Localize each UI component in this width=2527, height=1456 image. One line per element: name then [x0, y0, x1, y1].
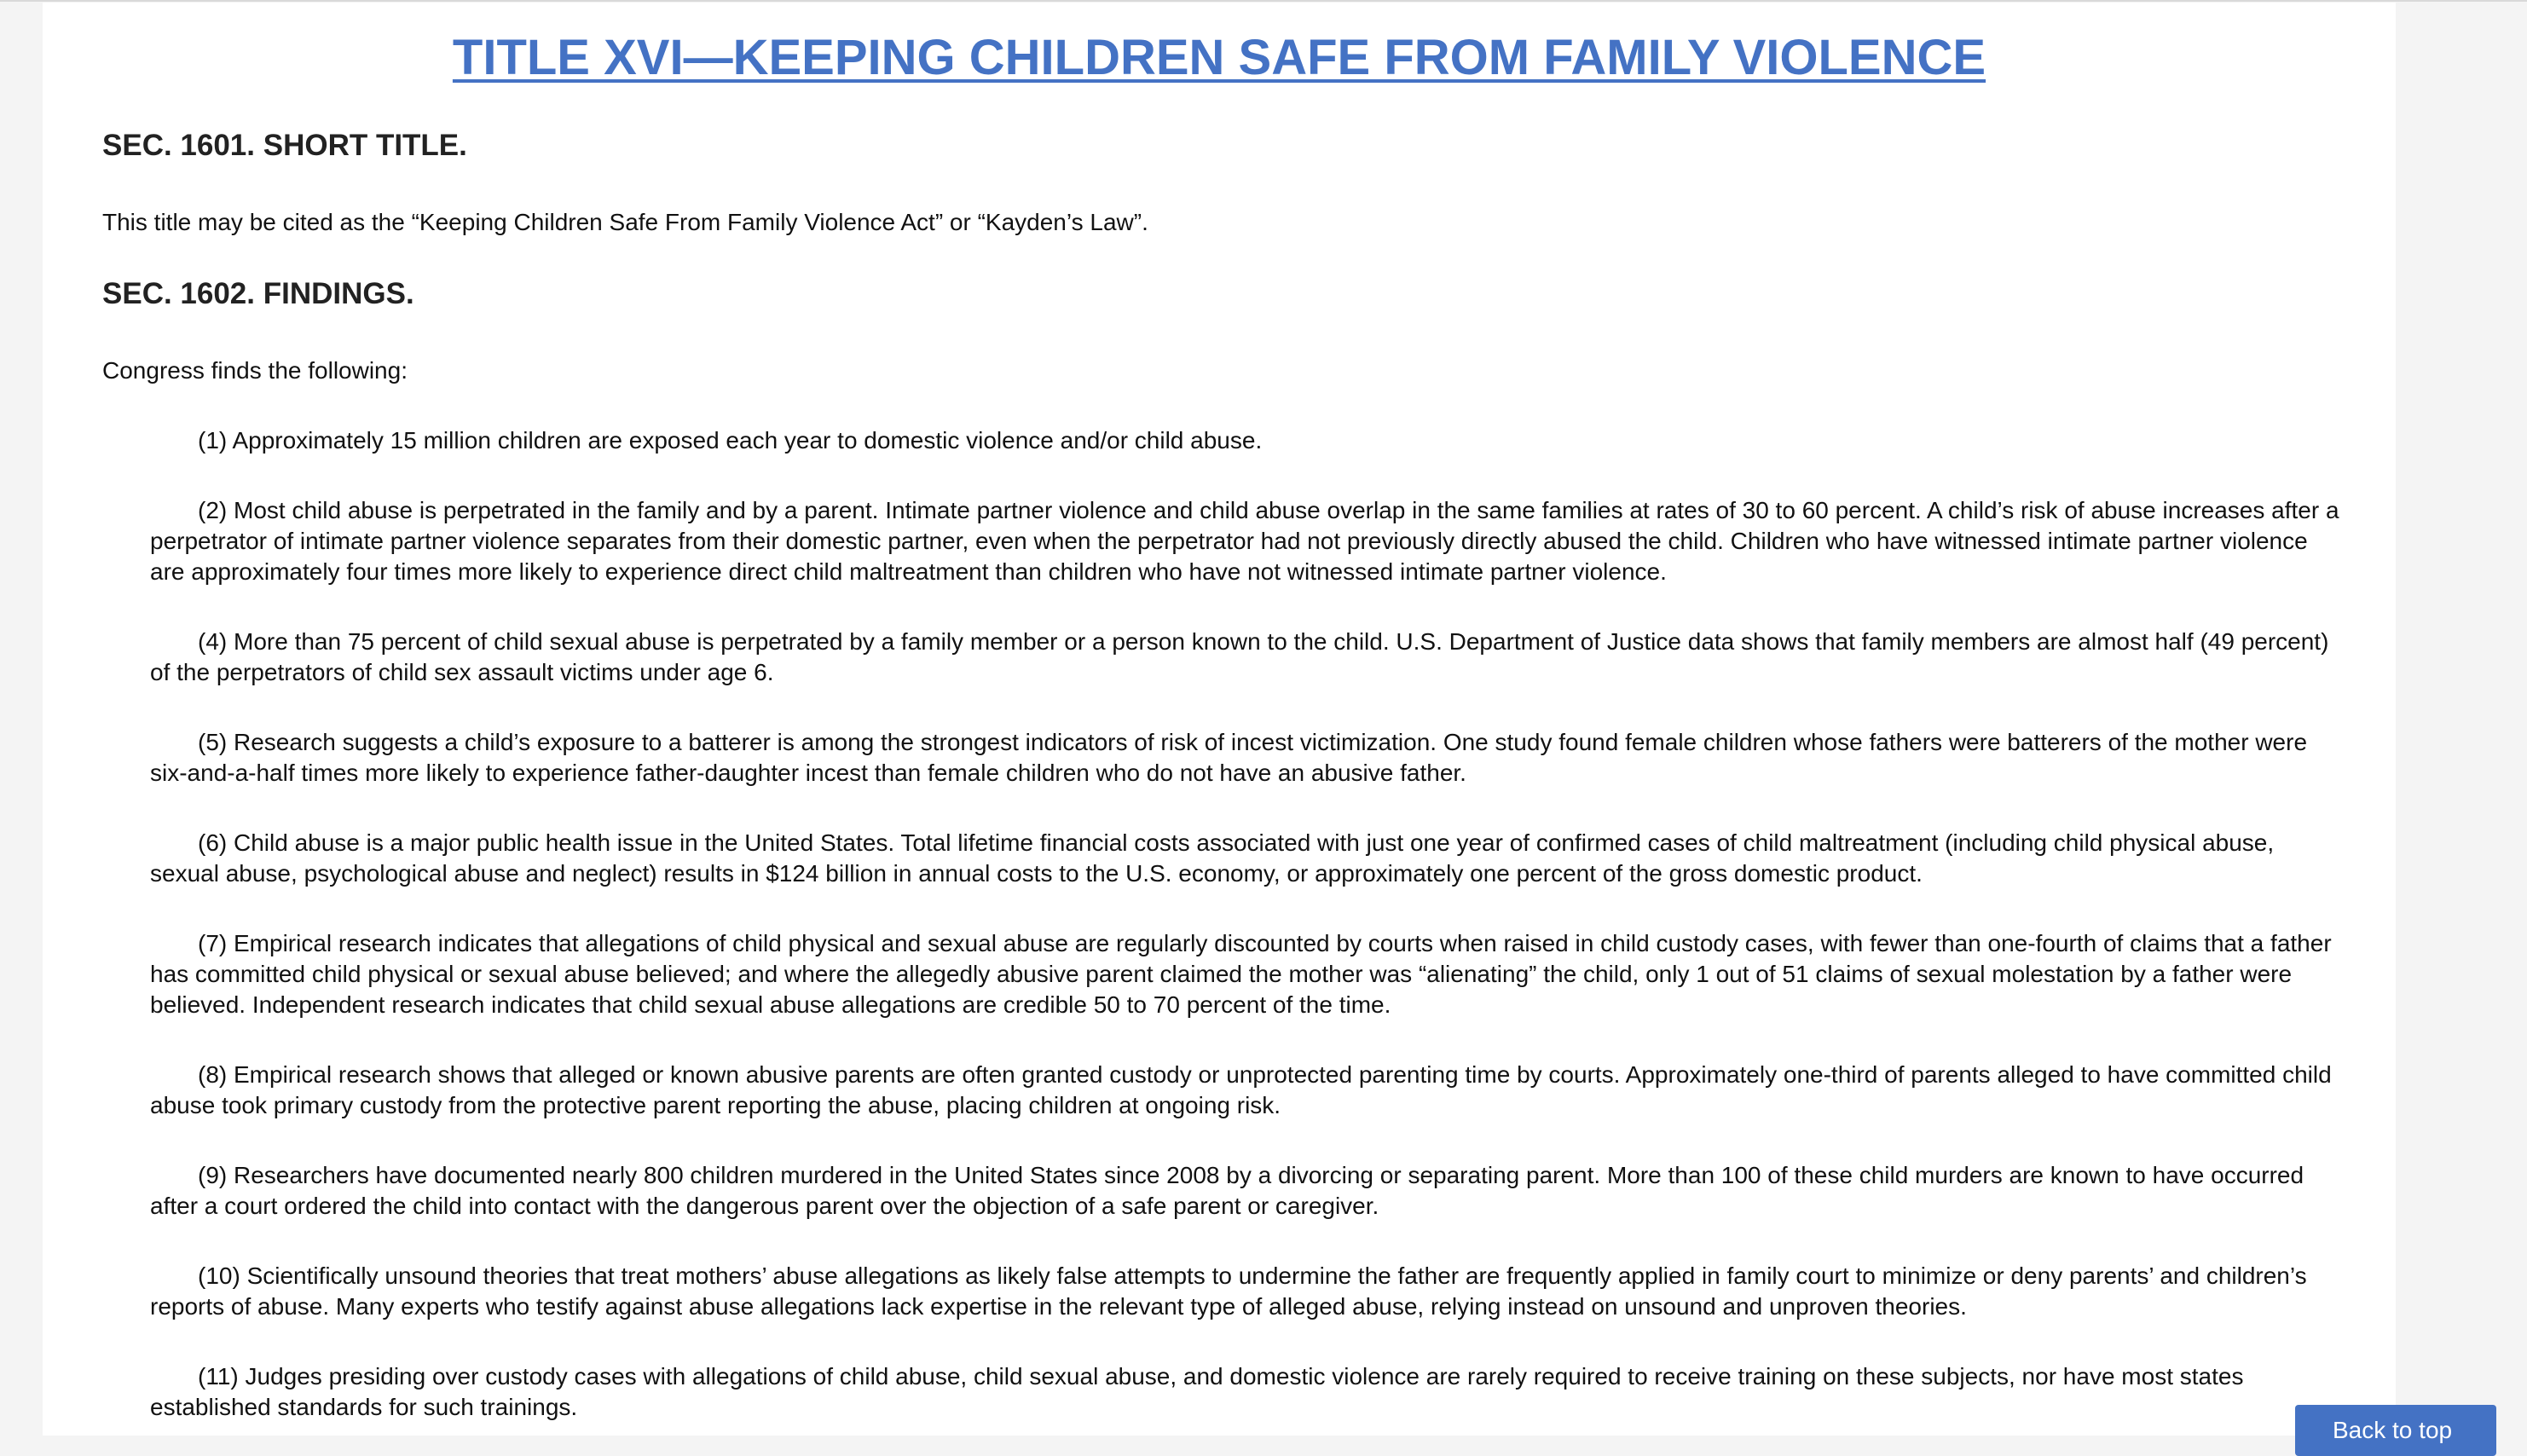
- finding-4: (4) More than 75 percent of child sexual abuse is perpetrated by a family member or a person known to the child. U.S. Department of Justice data shows that family members are almost half (49 percent) of the perpetrators of child sex assault victims under age 6.: [150, 628, 2329, 685]
- finding-9: (9) Researchers have documented nearly 800 children murdered in the United States since 2008 by a divorcing or separating parent. More than 100 of these child murders are known to have occurred after a court ordered the child into contact with the dangerous parent over the objection of a safe parent or caregiver.: [150, 1162, 2304, 1219]
- document-page: [43, 3, 2396, 1436]
- back-to-top-button[interactable]: Back to top: [2295, 1405, 2496, 1456]
- finding-5: (5) Research suggests a child’s exposure to a batterer is among the strongest indicators of risk of incest victimization. One study found female children whose fathers were batterers of the mother were six-and-a-half times more likely to experience father-daughter incest than female children who do not have an abusive father.: [150, 729, 2308, 786]
- finding-11: (11) Judges presiding over custody cases with allegations of child abuse, child sexual abuse, and domestic violence are rarely required to receive training on these subjects, nor have most states established standards for such trainings.: [150, 1363, 2244, 1420]
- document-title[interactable]: TITLE XVI—KEEPING CHILDREN SAFE FROM FAMILY VIOLENCE: [452, 30, 1986, 85]
- finding-2: (2) Most child abuse is perpetrated in the family and by a parent. Intimate partner violence and child abuse overlap in the same families at rates of 30 to 60 percent. A child’s risk of abuse increases after a perpetrator of intimate partner violence separates from their domestic partner, even when the perpetrator had not previously directly abused the child. Children who have witnessed intimate partner violence are approximately four times more likely to experience direct child maltreatment than children who have not witnessed intimate partner violence.: [150, 497, 2339, 585]
- finding-10: (10) Scientifically unsound theories that treat mothers’ abuse allegations as likely false attempts to undermine the father are frequently applied in family court to minimize or deny parents’ and children’s reports of abuse. Many experts who testify against abuse allegations lack expertise in the relevant type of alleged abuse, relying instead on unsound and unproven theories.: [150, 1262, 2307, 1320]
- section-1601-text: This title may be cited as the “Keeping Children Safe From Family Violence Act” or “Kayden’s Law”.: [102, 209, 1148, 235]
- section-1602-heading: SEC. 1602. FINDINGS.: [102, 277, 414, 310]
- finding-1: (1) Approximately 15 million children are exposed each year to domestic violence and/or child abuse.: [198, 427, 1263, 454]
- top-rule: [0, 0, 2527, 2]
- finding-6: (6) Child abuse is a major public health issue in the United States. Total lifetime financial costs associated with just one year of confirmed cases of child maltreatment (including child physical abuse, sexual abuse, psychological abuse and neglect) results in $124 billion in annual costs to the U.S. economy, or approximately one percent of the gross domestic product.: [150, 829, 2275, 887]
- section-1601-heading: SEC. 1601. SHORT TITLE.: [102, 129, 467, 162]
- findings-intro: Congress finds the following:: [102, 357, 408, 384]
- finding-7: (7) Empirical research indicates that allegations of child physical and sexual abuse are regularly discounted by courts when raised in child custody cases, with fewer than one-fourth of claims that a father has committed child physical or sexual abuse believed; and where the allegedly abusive parent claimed the mother was “alienating” the child, only 1 out of 51 claims of sexual molestation by a father were believed. Independent research indicates that child sexual abuse allegations are credible 50 to 70 percent of the time.: [150, 930, 2332, 1018]
- finding-8: (8) Empirical research shows that alleged or known abusive parents are often granted custody or unprotected parenting time by courts. Approximately one-third of parents alleged to have committed child abuse took primary custody from the protective parent reporting the abuse, placing children at ongoing risk.: [150, 1061, 2332, 1118]
